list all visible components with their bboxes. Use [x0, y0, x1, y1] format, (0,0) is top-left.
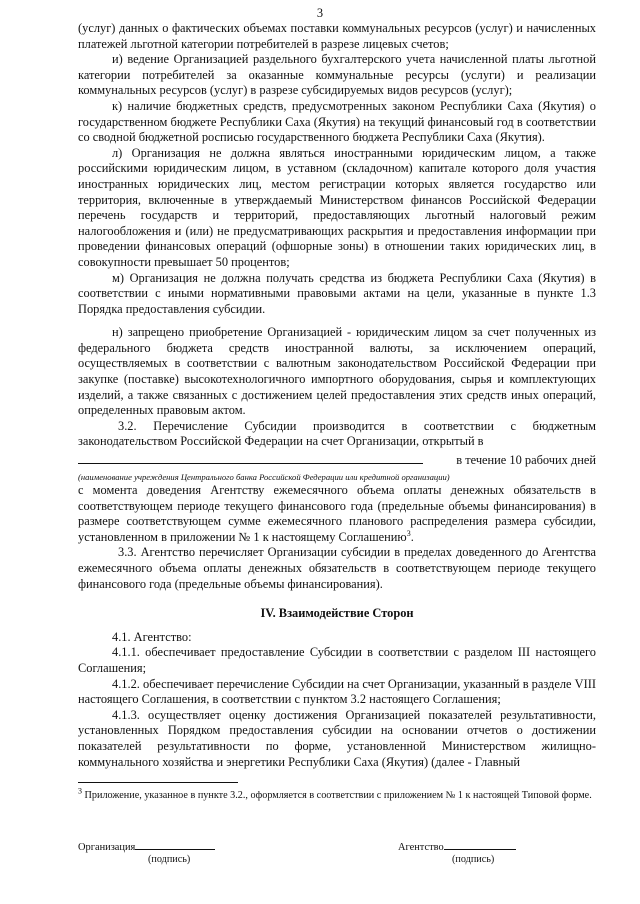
- footnote-divider: [78, 782, 238, 783]
- signature-organization-label: Организация: [78, 842, 136, 853]
- paragraph-3-2-end: .: [410, 529, 414, 544]
- signature-organization: [78, 838, 215, 856]
- spacer: [78, 317, 596, 325]
- paragraph-accounts: (услуг) данных о фактических объемах поставки коммунальных ресурсов (услуг) и начисленных платежей льготной категории потребителей в разрезе лицевых счетов;: [78, 21, 596, 51]
- section-heading: IV. Взаимодействие Сторон: [260, 606, 414, 621]
- paragraph-3-2: 3.2. Перечисление Субсидии производится в соответствии с бюджетным законодательством Российской Федерации на счет Организации, открытый в: [78, 418, 596, 449]
- footnote-mark: 3: [78, 786, 82, 796]
- signature-organization-caption: (подпись): [148, 854, 191, 865]
- signature-agency-caption: (подпись): [452, 854, 495, 865]
- paragraph-k: к) наличие бюджетных средств, предусмотренных законом Республики Саха (Якутия) о государственном бюджете Республики Саха (Якутия) на текущий финансовый год в соответствии со сводной бюджетной росписью государственного бюджета Республики Саха (Якутия).: [78, 98, 596, 145]
- paragraph-3-2-continued: [78, 483, 596, 545]
- payment-term-text: в течение 10 рабочих дней: [456, 453, 596, 468]
- paragraph-4-1-3: 4.1.3. осуществляет оценку достижения Организацией показателей результативности, установленных Порядком предоставления субсидии на основании отчетов о достижении показателей результативности по форме, установленной Министерством жилищно-коммунального хозяйства и энергетики Республики Саха (Якутия) (далее - Главный: [78, 707, 596, 769]
- paragraph-l: л) Организация не должна являться иностранными юридическим лицом, а также российскими юридическим лицом, в уставном (складочном) капитале которого доля участия иностранных юридических лиц, местом регистрации которых является государство или территория, включенные в утверждаемый Министерством финансов Российской Федерации перечень государств и территорий, предоставляющих льготный налоговый режим налогообложения и (или) не предусматривающих раскрытия и предоставления информации при проведении финансовых операций (офшорные зоны) в отношении таких юридических лиц, в совокупности превышает 50 процентов;: [78, 145, 596, 269]
- footnote: [78, 786, 596, 803]
- signature-agency-label: Агентство: [398, 842, 444, 853]
- footnote-text: Приложение, указанное в пункте 3.2., оформляется в соответствии с приложением № 1 к настоящей Типовой форме.: [84, 790, 592, 801]
- document-body: [78, 21, 596, 770]
- paragraph-3-3: 3.3. Агентство перечисляет Организации субсидии в пределах доведенного до Агентства ежемесячного объема оплаты денежных обязательств в соответствующем периоде текущего финансового года (предельные объемы финансирования).: [78, 545, 596, 591]
- paragraph-i: и) ведение Организацией раздельного бухгалтерского учета начисленной платы льготной категории потребителей за оказанные коммунальные ресурсы (услуги) и реализации коммунальных ресурсов (услуг) в разрезе субсидируемых видов ресурсов (услуг);: [78, 52, 596, 98]
- account-line-row: [78, 450, 596, 471]
- paragraph-3-2-text: с момента доведения Агентству ежемесячного объема оплаты денежных обязательств в соответствующем периоде текущего финансового года (предельные объемы финансирования) в размере соответствующем сумме ежемесячного планового распределения размера субсидии, установленном в приложении № 1 к настоящему Соглашению: [78, 483, 596, 544]
- signature-agency-line: [444, 838, 516, 850]
- paragraph-m: м) Организация не должна получать средства из бюджета Республики Саха (Якутия) в соответствии с иными нормативными правовыми актами на цели, указанные в пункте 1.3 Порядка предоставления субсидии.: [78, 270, 596, 316]
- page-number: 3: [316, 6, 324, 20]
- footnote-reference: 3: [406, 528, 411, 538]
- bank-name-caption: (наименование учреждения Центрального банка Российской Федерации или кредитной организации): [78, 472, 450, 483]
- paragraph-4-1-2: 4.1.2. обеспечивает перечисление Субсидии на счет Организации, указанный в разделе VIII настоящего Соглашения, в соответствии с пунктом 3.2 настоящего Соглашения;: [78, 676, 596, 707]
- paragraph-n: н) запрещено приобретение Организацией - юридическим лицом за счет полученных из федерального бюджета средств иностранной валюты, за исключением операций, осуществляемых в соответствии с валютным законодательством Российской Федерации при закупке (поставке) высокотехнологичного импортного оборудования, сырья и комплектующих изделий, а также связанных с достижением целей предоставления этих средств иных операций, определенных правовым актом.: [78, 325, 596, 418]
- account-blank-line: [78, 463, 423, 464]
- paragraph-4-1: 4.1. Агентство:: [112, 629, 192, 644]
- paragraph-4-1-1: 4.1.1. обеспечивает предоставление Субсидии в соответствии с разделом III настоящего Соглашения;: [78, 645, 596, 675]
- signature-organization-line: [135, 838, 215, 850]
